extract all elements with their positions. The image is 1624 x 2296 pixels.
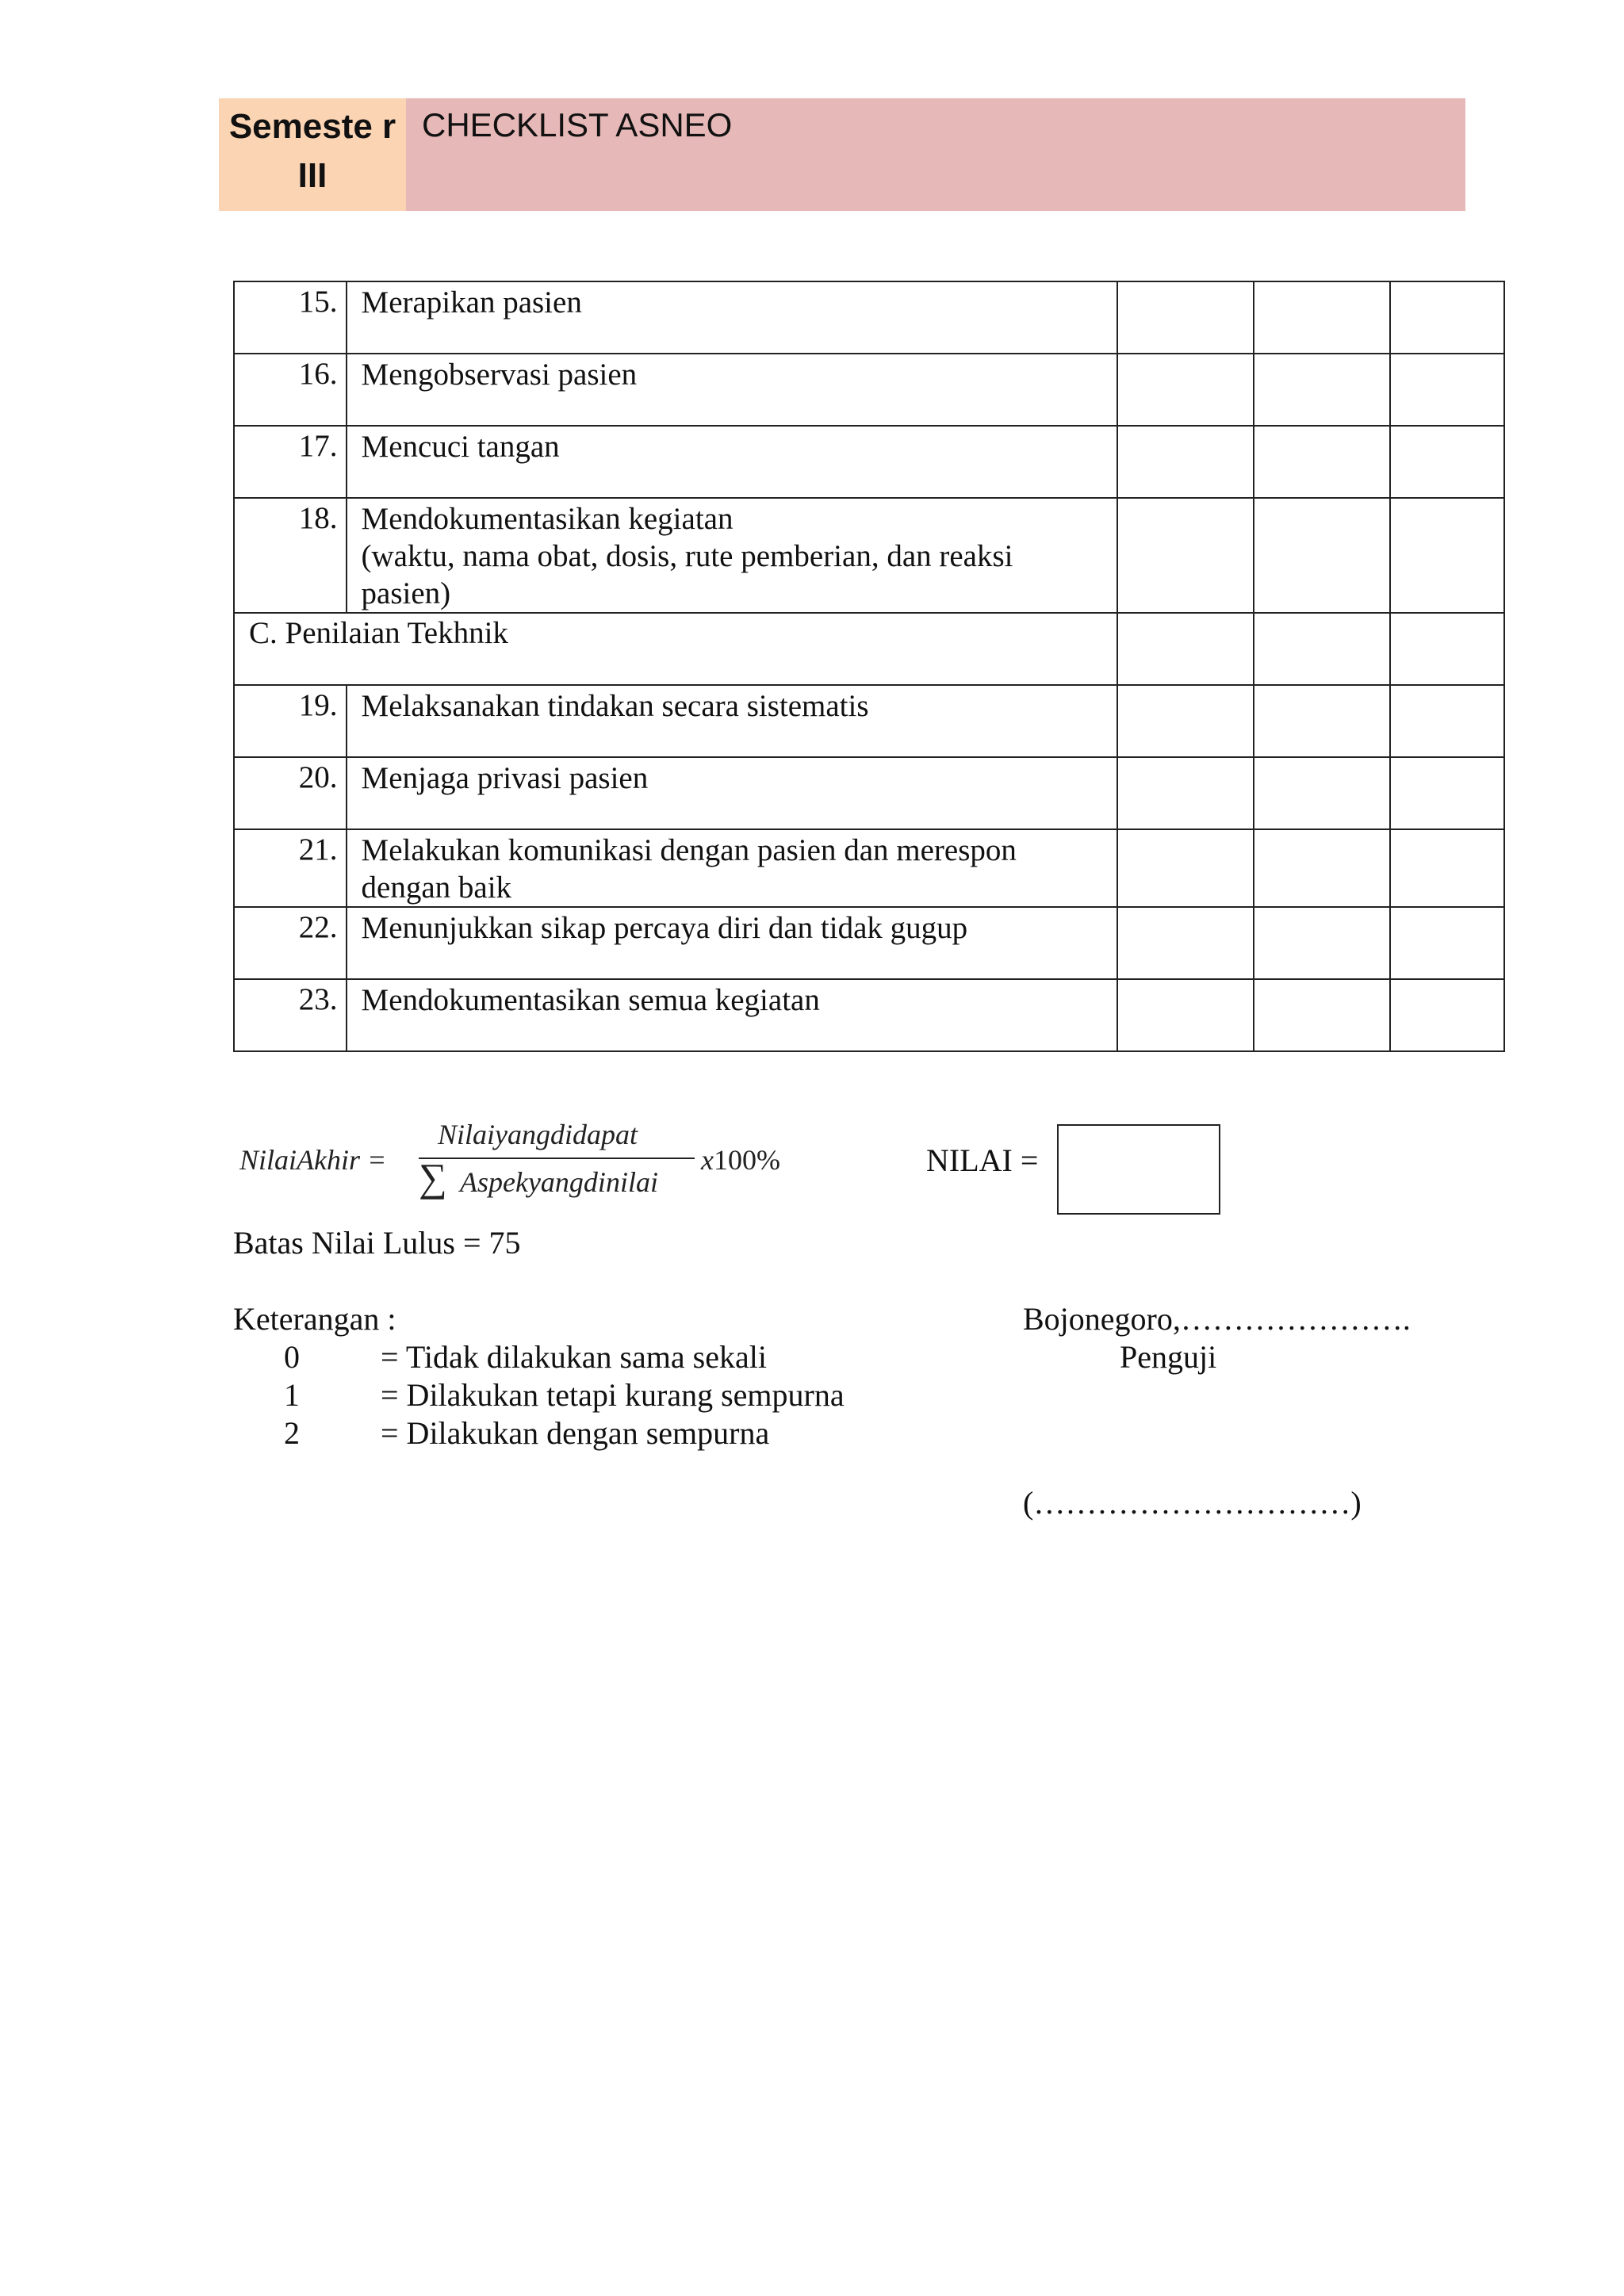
item-description (347, 829, 1117, 907)
score-cell[interactable] (1254, 354, 1390, 426)
item-text: Mendokumentasikan kegiatan (361, 502, 733, 536)
score-cell[interactable] (1254, 281, 1390, 354)
signature-name-line: (…………………………) (1023, 1485, 1362, 1521)
nilai-box[interactable] (1057, 1124, 1220, 1215)
score-cell[interactable] (1390, 613, 1504, 685)
item-number: 19. (234, 685, 347, 757)
score-cell[interactable] (1390, 354, 1504, 426)
item-text: Mendokumentasikan semua kegiatan (361, 983, 820, 1017)
item-description (347, 979, 1117, 1051)
item-number: 15. (234, 281, 347, 354)
legend-desc: = Dilakukan tetapi kurang sempurna (381, 1377, 845, 1413)
score-cell[interactable] (1117, 979, 1254, 1051)
score-cell[interactable] (1390, 757, 1504, 829)
checklist-row (234, 829, 1504, 907)
document-header (219, 98, 1465, 211)
item-subtext: (waktu, nama obat, dosis, rute pemberian, dan reaksi pasien) (361, 539, 1013, 610)
formula-x: x (701, 1144, 714, 1176)
item-text: Mengobservasi pasien (361, 358, 638, 392)
legend-desc: = Dilakukan dengan sempurna (381, 1415, 770, 1451)
score-cell[interactable] (1117, 613, 1254, 685)
checklist-row (234, 685, 1504, 757)
item-number: 18. (234, 498, 347, 613)
item-number: 16. (234, 354, 347, 426)
legend-title: Keterangan : (233, 1301, 396, 1337)
checklist-row (234, 498, 1504, 613)
item-number: 21. (234, 829, 347, 907)
formula-left: NilaiAkhir = (239, 1144, 387, 1176)
score-cell[interactable] (1254, 757, 1390, 829)
passing-grade: Batas Nilai Lulus = 75 (233, 1225, 521, 1261)
score-cell[interactable] (1254, 907, 1390, 979)
score-cell[interactable] (1254, 498, 1390, 613)
item-text: Mencuci tangan (361, 430, 560, 464)
checklist-body (234, 281, 1504, 1051)
checklist-row (234, 979, 1504, 1051)
score-cell[interactable] (1117, 907, 1254, 979)
legend-code: 0 (284, 1339, 300, 1375)
item-text: Melakukan komunikasi dengan pasien dan merespon dengan baik (361, 833, 1017, 905)
score-cell[interactable] (1390, 979, 1504, 1051)
score-cell[interactable] (1390, 498, 1504, 613)
score-cell[interactable] (1254, 613, 1390, 685)
score-cell[interactable] (1117, 426, 1254, 498)
final-score-formula (239, 1118, 810, 1205)
legend-code: 2 (284, 1415, 300, 1451)
score-cell[interactable] (1117, 829, 1254, 907)
item-number: 17. (234, 426, 347, 498)
section-heading: C. Penilaian Tekhnik (234, 613, 1117, 685)
item-description (347, 907, 1117, 979)
sigma-symbol: ∑ (419, 1155, 447, 1200)
semester-label: Semeste r III (219, 98, 406, 211)
fraction-bar (419, 1158, 695, 1159)
score-cell[interactable] (1117, 354, 1254, 426)
checklist-row (234, 426, 1504, 498)
signature-role: Penguji (1120, 1339, 1217, 1375)
score-cell[interactable] (1390, 907, 1504, 979)
score-cell[interactable] (1117, 685, 1254, 757)
score-cell[interactable] (1254, 426, 1390, 498)
formula-percent: 100% (713, 1144, 780, 1176)
item-description (347, 685, 1117, 757)
formula-denominator: Aspekyangdinilai (460, 1166, 658, 1198)
score-cell[interactable] (1254, 829, 1390, 907)
score-cell[interactable] (1117, 281, 1254, 354)
checklist-row (234, 354, 1504, 426)
score-cell[interactable] (1254, 685, 1390, 757)
item-description (347, 498, 1117, 613)
item-number: 23. (234, 979, 347, 1051)
checklist-section-row (234, 613, 1504, 685)
item-description (347, 757, 1117, 829)
item-number: 20. (234, 757, 347, 829)
score-cell[interactable] (1254, 979, 1390, 1051)
score-cell[interactable] (1117, 498, 1254, 613)
document-title: CHECKLIST ASNEO (406, 98, 1465, 211)
checklist-row (234, 281, 1504, 354)
checklist-row (234, 907, 1504, 979)
score-cell[interactable] (1117, 757, 1254, 829)
score-cell[interactable] (1390, 685, 1504, 757)
item-text: Melaksanakan tindakan secara sistematis (361, 689, 869, 723)
score-cell[interactable] (1390, 829, 1504, 907)
checklist-row (234, 757, 1504, 829)
checklist-table (233, 281, 1505, 1052)
item-text: Menunjukkan sikap percaya diri dan tidak gugup (361, 911, 968, 945)
formula-numerator: Nilaiyangdidapat (438, 1119, 638, 1150)
nilai-label: NILAI = (926, 1142, 1039, 1178)
legend-desc: = Tidak dilakukan sama sekali (381, 1339, 767, 1375)
item-text: Merapikan pasien (361, 285, 582, 320)
item-number: 22. (234, 907, 347, 979)
legend-code: 1 (284, 1377, 300, 1413)
formula-multiplier (701, 1143, 780, 1177)
item-description (347, 281, 1117, 354)
score-cell[interactable] (1390, 281, 1504, 354)
item-text: Menjaga privasi pasien (361, 761, 649, 795)
signature-place-date: Bojonegoro,…………………. (1023, 1301, 1411, 1337)
item-description (347, 426, 1117, 498)
score-cell[interactable] (1390, 426, 1504, 498)
item-description (347, 354, 1117, 426)
